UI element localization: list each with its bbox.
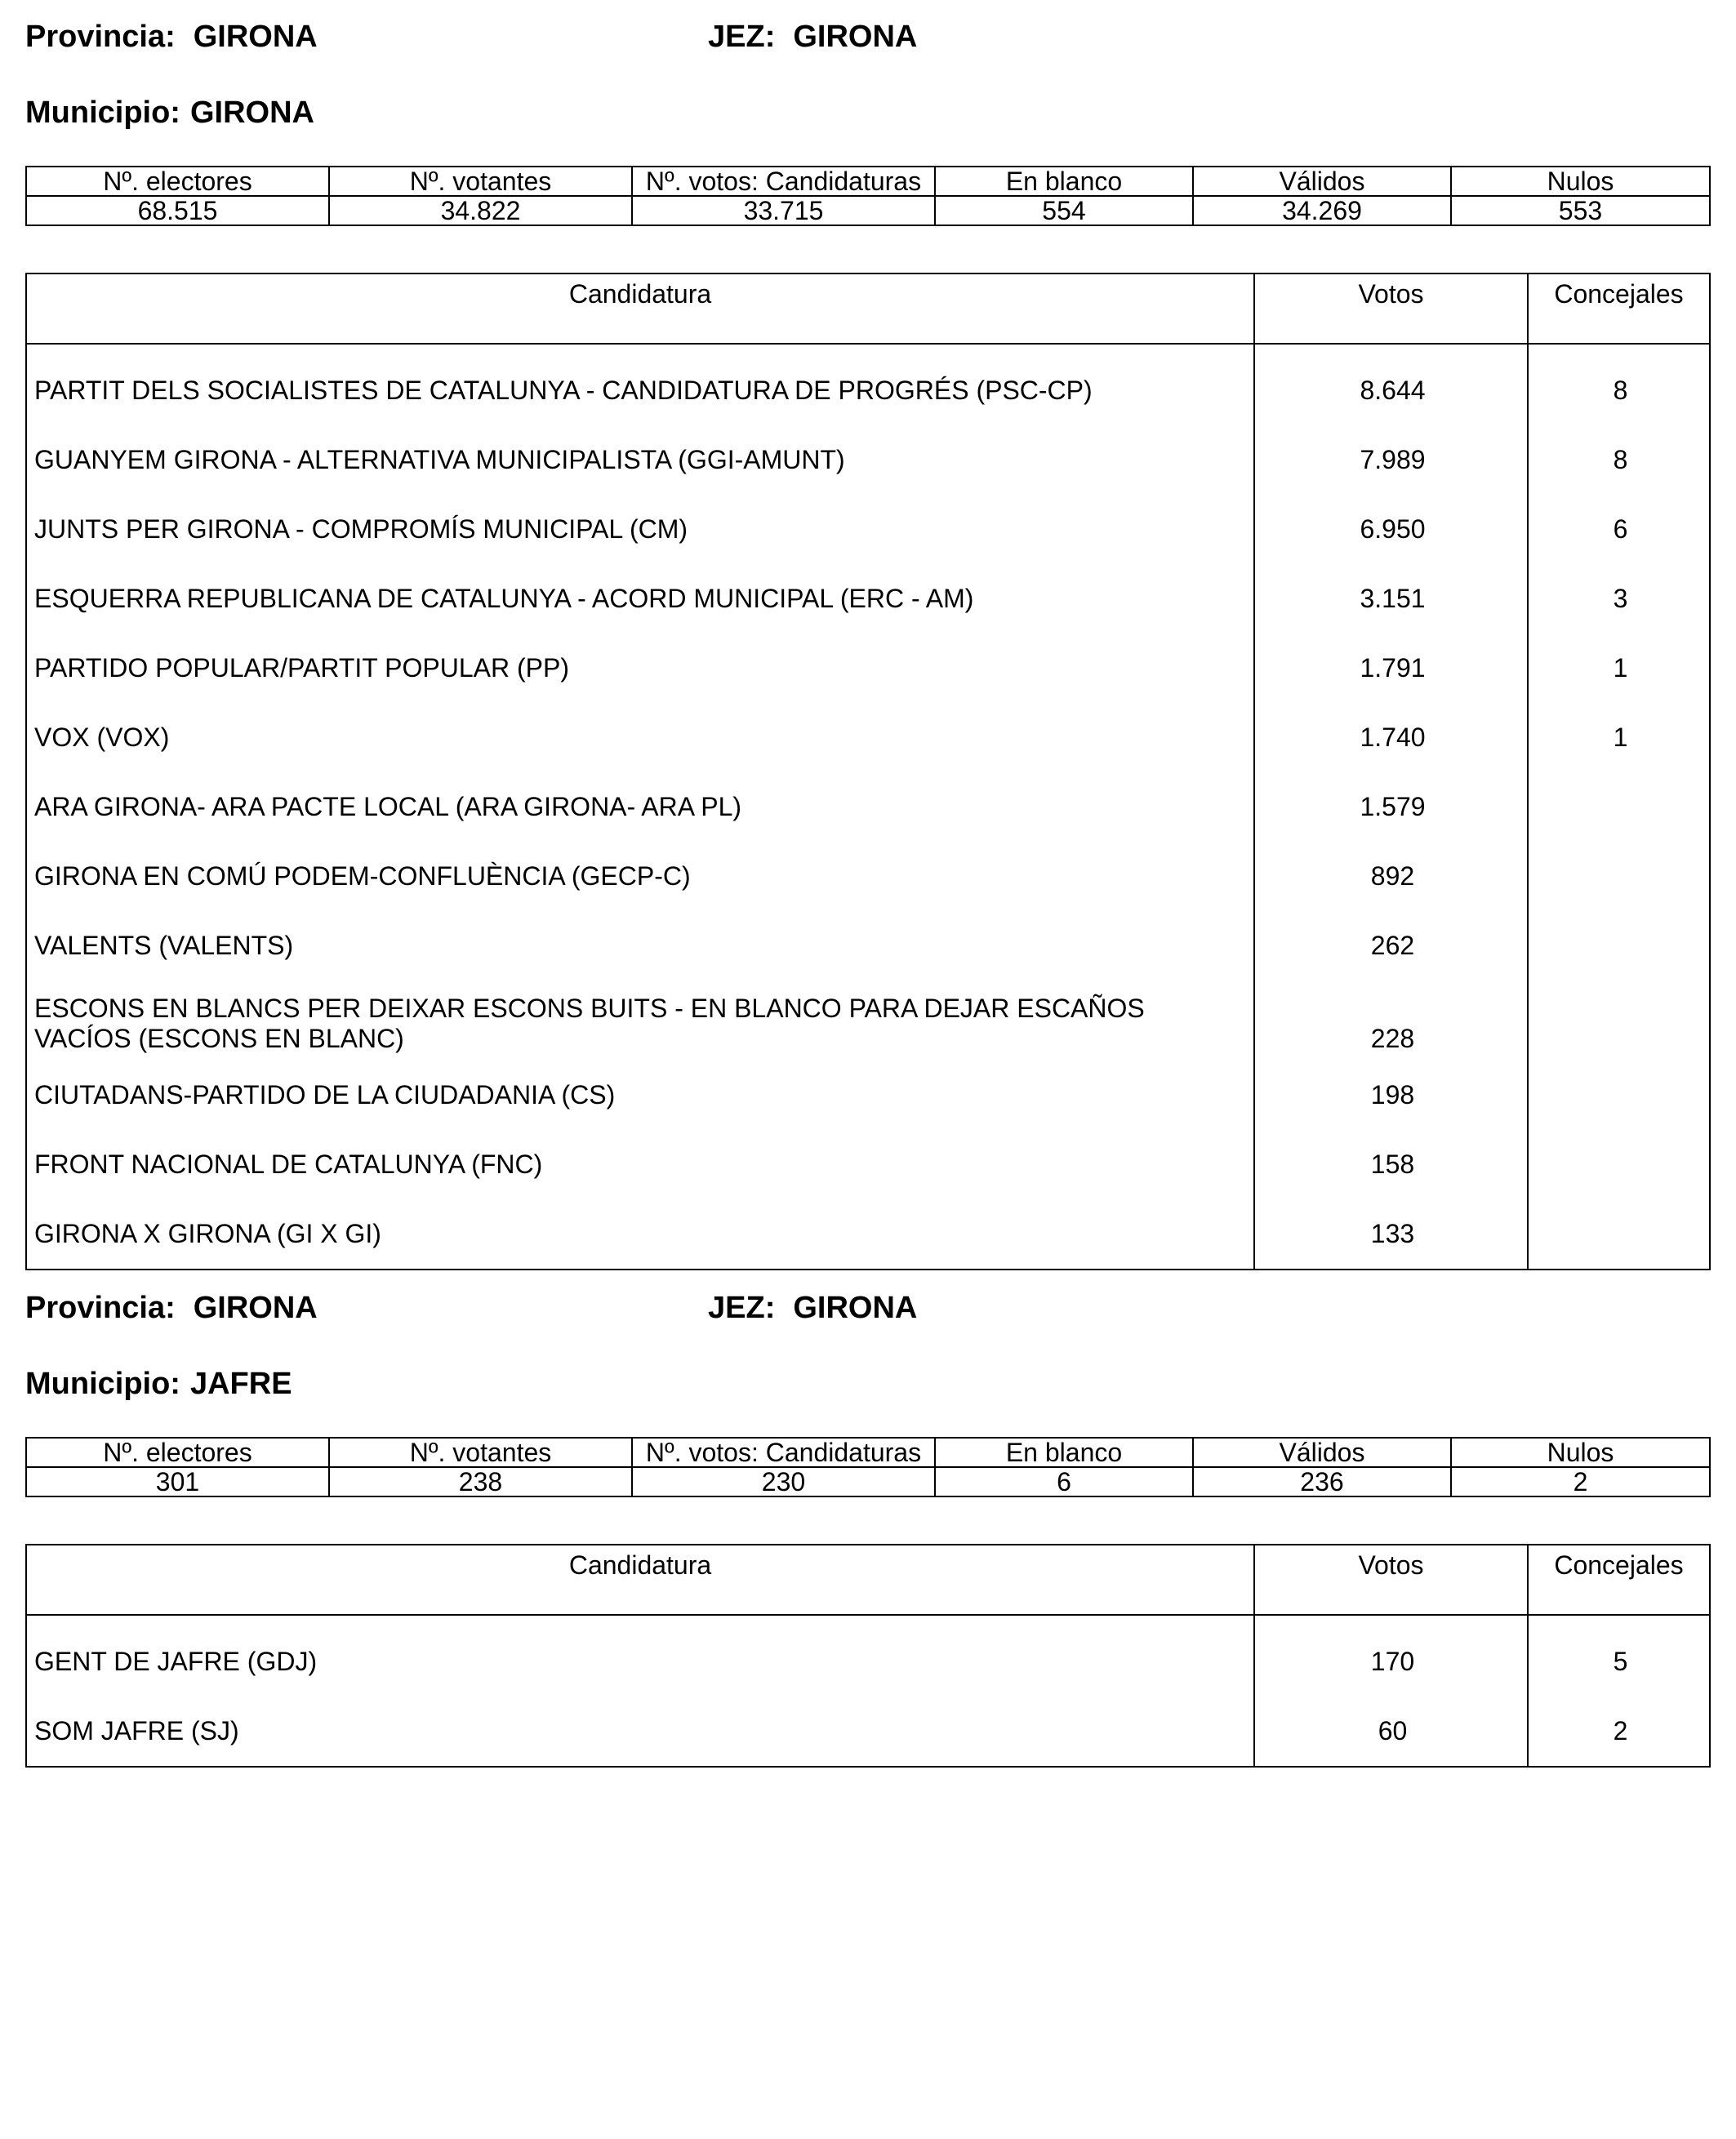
column-header-concejales: Concejales bbox=[1528, 1545, 1710, 1615]
summary-value-electores: 68.515 bbox=[26, 196, 329, 225]
jez-value: GIRONA bbox=[793, 1291, 918, 1325]
candidate-name: SOM JAFRE (SJ) bbox=[26, 1697, 1254, 1767]
candidate-votos: 170 bbox=[1254, 1627, 1528, 1697]
candidate-concejales: 2 bbox=[1528, 1697, 1710, 1767]
candidate-concejales bbox=[1528, 981, 1710, 1061]
candidate-concejales: 1 bbox=[1528, 703, 1710, 772]
table-row bbox=[26, 495, 1710, 564]
table-row bbox=[26, 981, 1710, 1061]
candidate-name: GIRONA X GIRONA (GI X GI) bbox=[26, 1199, 1254, 1270]
jez-label: JEZ: bbox=[708, 20, 776, 54]
candidate-concejales: 1 bbox=[1528, 634, 1710, 703]
candidate-name: ESCONS EN BLANCS PER DEIXAR ESCONS BUITS - EN BLANCO PARA DEJAR ESCAÑOS VACÍOS (ESCONS EN BLANC) bbox=[26, 981, 1254, 1061]
summary-header-validos: Válidos bbox=[1193, 167, 1451, 196]
jez-header bbox=[708, 18, 917, 56]
table-row bbox=[26, 1061, 1710, 1130]
provincia-header bbox=[25, 1289, 318, 1327]
provincia-value: GIRONA bbox=[193, 1291, 318, 1325]
provincia-header bbox=[25, 18, 318, 56]
candidates-header-row bbox=[26, 273, 1710, 344]
candidates-header-row bbox=[26, 1545, 1710, 1615]
summary-value-row bbox=[26, 1467, 1710, 1496]
candidate-concejales bbox=[1528, 1130, 1710, 1199]
candidate-votos: 1.579 bbox=[1254, 772, 1528, 842]
provincia-label: Provincia: bbox=[25, 20, 176, 54]
summary-header-nulos: Nulos bbox=[1451, 1438, 1710, 1467]
candidate-name: GUANYEM GIRONA - ALTERNATIVA MUNICIPALISTA (GGI-AMUNT) bbox=[26, 425, 1254, 495]
summary-value-row bbox=[26, 196, 1710, 225]
summary-value-en-blanco: 554 bbox=[935, 196, 1193, 225]
table-spacer bbox=[26, 1615, 1710, 1627]
table-row bbox=[26, 1199, 1710, 1270]
candidate-name: PARTIT DELS SOCIALISTES DE CATALUNYA - CANDIDATURA DE PROGRÉS (PSC-CP) bbox=[26, 356, 1254, 425]
municipio-header bbox=[25, 94, 314, 131]
candidates-table bbox=[25, 1544, 1711, 1768]
summary-header-row bbox=[26, 167, 1710, 196]
summary-value-nulos: 553 bbox=[1451, 196, 1710, 225]
candidate-concejales: 8 bbox=[1528, 356, 1710, 425]
candidate-name: VALENTS (VALENTS) bbox=[26, 911, 1254, 981]
candidate-concejales bbox=[1528, 1199, 1710, 1270]
candidate-votos: 6.950 bbox=[1254, 495, 1528, 564]
table-row bbox=[26, 703, 1710, 772]
summary-header-votos-candidaturas: Nº. votos: Candidaturas bbox=[632, 1438, 935, 1467]
summary-header-votantes: Nº. votantes bbox=[329, 167, 632, 196]
table-row bbox=[26, 1627, 1710, 1697]
candidate-votos: 1.791 bbox=[1254, 634, 1528, 703]
provincia-value: GIRONA bbox=[193, 20, 318, 54]
table-row bbox=[26, 564, 1710, 634]
candidate-votos: 262 bbox=[1254, 911, 1528, 981]
candidate-concejales bbox=[1528, 842, 1710, 911]
candidate-name: CIUTADANS-PARTIDO DE LA CIUDADANIA (CS) bbox=[26, 1061, 1254, 1130]
candidate-votos: 892 bbox=[1254, 842, 1528, 911]
column-header-votos: Votos bbox=[1254, 1545, 1528, 1615]
candidate-votos: 8.644 bbox=[1254, 356, 1528, 425]
table-spacer bbox=[26, 344, 1710, 356]
column-header-votos: Votos bbox=[1254, 273, 1528, 344]
table-row bbox=[26, 425, 1710, 495]
column-header-candidatura: Candidatura bbox=[26, 1545, 1254, 1615]
candidate-concejales: 8 bbox=[1528, 425, 1710, 495]
summary-header-nulos: Nulos bbox=[1451, 167, 1710, 196]
jez-label: JEZ: bbox=[708, 1291, 776, 1325]
candidate-name: GENT DE JAFRE (GDJ) bbox=[26, 1627, 1254, 1697]
candidate-votos: 3.151 bbox=[1254, 564, 1528, 634]
candidate-name: ARA GIRONA- ARA PACTE LOCAL (ARA GIRONA- ARA PL) bbox=[26, 772, 1254, 842]
candidate-votos: 198 bbox=[1254, 1061, 1528, 1130]
summary-value-votos-candidaturas: 33.715 bbox=[632, 196, 935, 225]
summary-value-votos-candidaturas: 230 bbox=[632, 1467, 935, 1496]
candidate-concejales: 5 bbox=[1528, 1627, 1710, 1697]
summary-header-row bbox=[26, 1438, 1710, 1467]
summary-value-votantes: 34.822 bbox=[329, 196, 632, 225]
candidate-votos: 7.989 bbox=[1254, 425, 1528, 495]
candidate-name: JUNTS PER GIRONA - COMPROMÍS MUNICIPAL (CM) bbox=[26, 495, 1254, 564]
candidate-concejales: 3 bbox=[1528, 564, 1710, 634]
summary-header-en-blanco: En blanco bbox=[935, 1438, 1193, 1467]
summary-value-validos: 236 bbox=[1193, 1467, 1451, 1496]
provincia-label: Provincia: bbox=[25, 1291, 176, 1325]
summary-header-votantes: Nº. votantes bbox=[329, 1438, 632, 1467]
candidates-table bbox=[25, 273, 1711, 1270]
candidate-concejales: 6 bbox=[1528, 495, 1710, 564]
table-row bbox=[26, 356, 1710, 425]
candidate-name: ESQUERRA REPUBLICANA DE CATALUNYA - ACORD MUNICIPAL (ERC - AM) bbox=[26, 564, 1254, 634]
candidate-votos: 60 bbox=[1254, 1697, 1528, 1767]
municipio-header bbox=[25, 1365, 292, 1403]
candidate-votos: 158 bbox=[1254, 1130, 1528, 1199]
summary-value-validos: 34.269 bbox=[1193, 196, 1451, 225]
column-header-candidatura: Candidatura bbox=[26, 273, 1254, 344]
municipio-value: GIRONA bbox=[189, 96, 314, 130]
summary-table bbox=[25, 166, 1711, 226]
summary-header-votos-candidaturas: Nº. votos: Candidaturas bbox=[632, 167, 935, 196]
municipio-label: Municipio: bbox=[25, 96, 180, 130]
summary-table bbox=[25, 1437, 1711, 1497]
table-row bbox=[26, 634, 1710, 703]
summary-value-votantes: 238 bbox=[329, 1467, 632, 1496]
candidate-votos: 1.740 bbox=[1254, 703, 1528, 772]
summary-header-electores: Nº. electores bbox=[26, 167, 329, 196]
summary-value-en-blanco: 6 bbox=[935, 1467, 1193, 1496]
candidate-name: PARTIDO POPULAR/PARTIT POPULAR (PP) bbox=[26, 634, 1254, 703]
candidate-name: FRONT NACIONAL DE CATALUNYA (FNC) bbox=[26, 1130, 1254, 1199]
candidate-concejales bbox=[1528, 772, 1710, 842]
table-row bbox=[26, 842, 1710, 911]
table-row bbox=[26, 911, 1710, 981]
summary-header-electores: Nº. electores bbox=[26, 1438, 329, 1467]
summary-value-nulos: 2 bbox=[1451, 1467, 1710, 1496]
municipio-label: Municipio: bbox=[25, 1367, 180, 1401]
table-row bbox=[26, 1130, 1710, 1199]
summary-value-electores: 301 bbox=[26, 1467, 329, 1496]
summary-header-en-blanco: En blanco bbox=[935, 167, 1193, 196]
table-row bbox=[26, 772, 1710, 842]
candidate-votos: 133 bbox=[1254, 1199, 1528, 1270]
candidate-concejales bbox=[1528, 1061, 1710, 1130]
candidate-votos: 228 bbox=[1254, 981, 1528, 1061]
column-header-concejales: Concejales bbox=[1528, 273, 1710, 344]
summary-header-validos: Válidos bbox=[1193, 1438, 1451, 1467]
candidate-name: GIRONA EN COMÚ PODEM-CONFLUÈNCIA (GECP-C) bbox=[26, 842, 1254, 911]
candidate-name: VOX (VOX) bbox=[26, 703, 1254, 772]
municipio-value: JAFRE bbox=[189, 1367, 292, 1401]
table-row bbox=[26, 1697, 1710, 1767]
candidate-concejales bbox=[1528, 911, 1710, 981]
jez-value: GIRONA bbox=[793, 20, 918, 54]
jez-header bbox=[708, 1289, 917, 1327]
